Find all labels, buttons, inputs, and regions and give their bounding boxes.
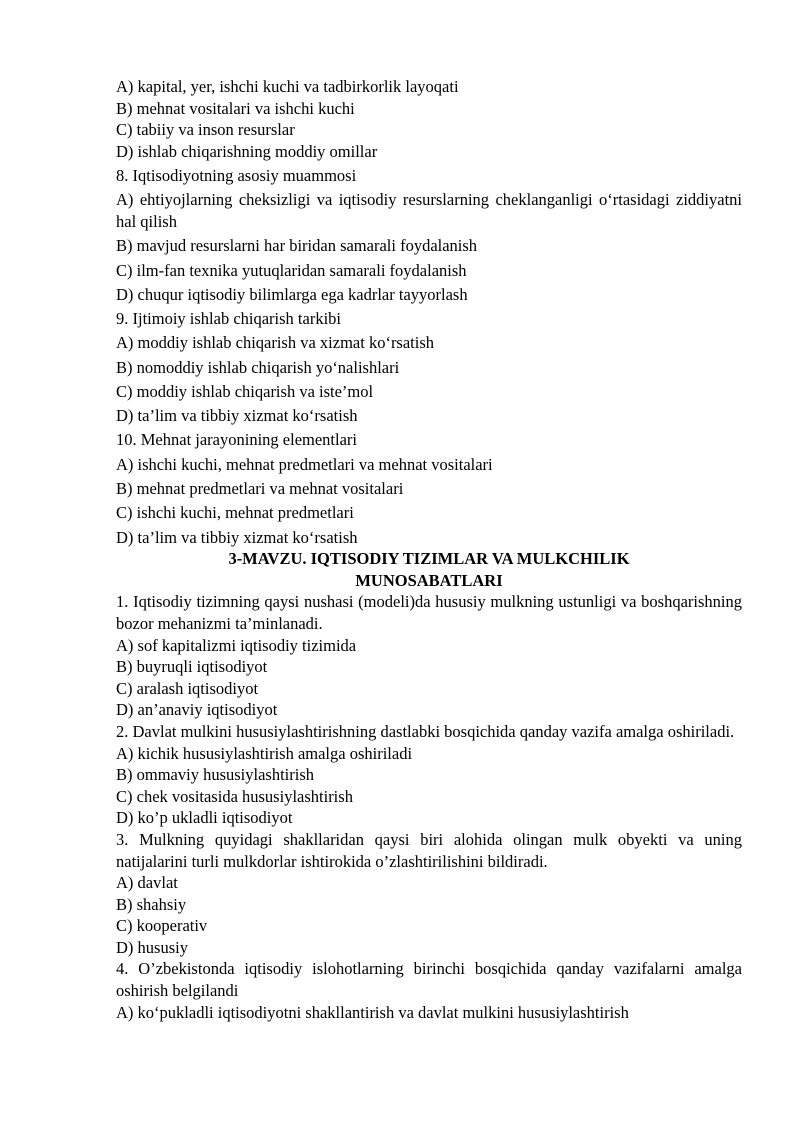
answer-option: B) nomoddiy ishlab chiqarish yo‘nalishlari (116, 357, 400, 377)
answer-option: A) ko‘pukladli iqtisodiyotni shakllantirish va davlat mulkini hususiylashtirish (116, 1002, 629, 1022)
answer-option: A) sof kapitalizmi iqtisodiy tizimida (116, 635, 357, 655)
question-4: 4. O’zbekistonda iqtisodiy islohotlarning birinchi bosqichida qanday vazifalarni amalga oshirish belgilandi (116, 959, 742, 1001)
answer-option: C) ishchi kuchi, mehnat predmetlari (116, 503, 354, 523)
answer-option: A) kapital, yer, ishchi kuchi va tadbirkorlik layoqati (116, 77, 459, 96)
question-3: 3. Mulkning quyidagi shakllaridan qaysi biri alohida olingan mulk obyekti va uning natijalarini turli mulkdorlar ishtirokida o’zlashtirilishini bildiradi. (116, 829, 742, 871)
answer-option: C) ilm-fan texnika yutuqlaridan samarali foydalanish (116, 260, 467, 280)
answer-option: B) mavjud resurslarni har biridan samarali foydalanish (116, 236, 478, 256)
answer-option: A) davlat (116, 873, 178, 893)
answer-option: D) chuqur iqtisodiy bilimlarga ega kadrlar tayyorlash (116, 284, 468, 304)
answer-option: C) aralash iqtisodiyot (116, 678, 259, 698)
answer-option: D) hususiy (116, 937, 188, 957)
question-9: 9. Ijtimoiy ishlab chiqarish tarkibi (116, 309, 342, 329)
answer-option: D) ishlab chiqarishning moddiy omillar (116, 141, 378, 161)
answer-option: C) kooperativ (116, 916, 208, 936)
answer-option: B) mehnat vositalari va ishchi kuchi (116, 98, 355, 118)
question-2: 2. Davlat mulkini hususiylashtirishning dastlabki bosqichida qanday vazifa amalga oshiriladi. (116, 721, 735, 741)
section-heading-line: MUNOSABATLARI (355, 570, 503, 590)
question-1: 1. Iqtisodiy tizimning qaysi nushasi (modeli)da hususiy mulkning ustunligi va boshqarishning bozor mehanizmi ta’minlanadi. (116, 592, 742, 633)
answer-option: A) ehtiyojlarning cheksizligi va iqtisodiy resurslarning cheklanganligi o‘rtasidagi ziddiyatni hal qilish (116, 190, 742, 231)
answer-option: C) moddiy ishlab chiqarish va iste’mol (116, 381, 374, 401)
answer-option: D) ko’p ukladli iqtisodiyot (116, 808, 293, 828)
answer-option: D) ta’lim va tibbiy xizmat ko‘rsatish (116, 527, 358, 547)
answer-option: A) moddiy ishlab chiqarish va xizmat ko‘rsatish (116, 333, 435, 353)
answer-option: B) buyruqli iqtisodiyot (116, 657, 268, 677)
answer-option: A) ishchi kuchi, mehnat predmetlari va mehnat vositalari (116, 454, 493, 474)
section-heading (116, 548, 742, 591)
section-heading-line: 3-MAVZU. IQTISODIY TIZIMLAR VA MULKCHILIK (228, 549, 630, 569)
answer-option: C) chek vositasida hususiylashtirish (116, 786, 353, 806)
answer-option: D) an’anaviy iqtisodiyot (116, 700, 278, 720)
question-10: 10. Mehnat jarayonining elementlari (116, 430, 358, 450)
answer-option: B) ommaviy hususiylashtirish (116, 765, 314, 785)
question-8: 8. Iqtisodiyotning asosiy muammosi (116, 166, 357, 186)
answer-option: C) tabiiy va inson resurslar (116, 120, 295, 140)
answer-option: B) shahsiy (116, 894, 187, 914)
document-page (116, 76, 742, 1023)
answer-option: B) mehnat predmetlari va mehnat vositalari (116, 479, 404, 499)
answer-option: A) kichik hususiylashtirish amalga oshiriladi (116, 743, 413, 763)
answer-option: D) ta’lim va tibbiy xizmat ko‘rsatish (116, 406, 358, 426)
